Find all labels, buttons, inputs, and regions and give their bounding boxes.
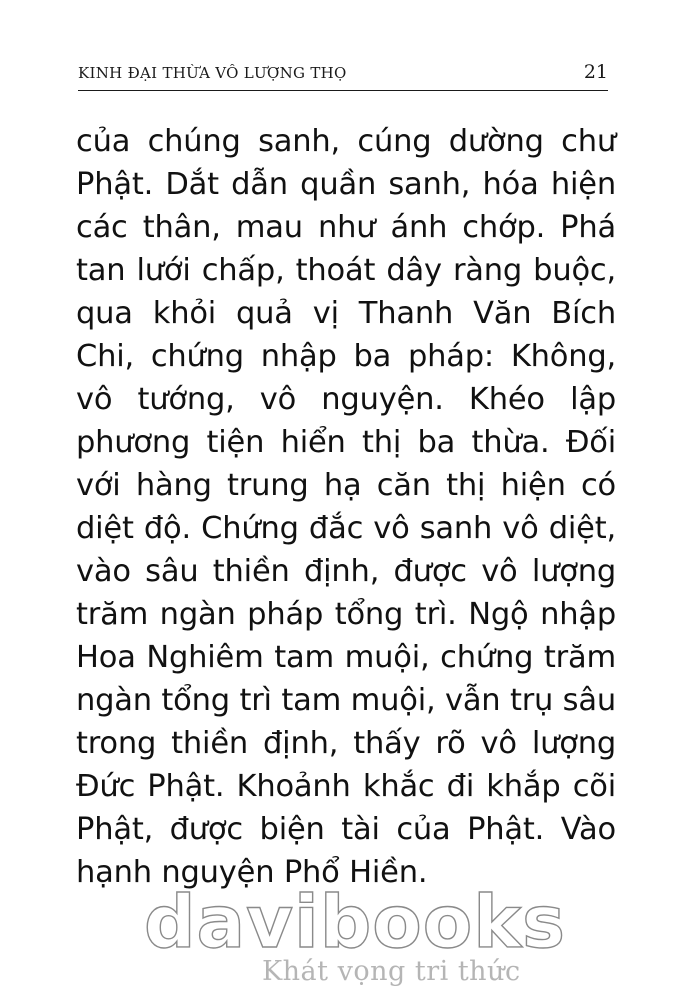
text-line: Phật. Dắt dẫn quần sanh, hóa hiện (76, 167, 616, 202)
watermark (144, 880, 566, 994)
body-text (76, 120, 616, 894)
text-line: của chúng sanh, cúng dường chư (76, 124, 616, 159)
text-line: hạnh nguyện Phổ Hiền. (76, 855, 428, 890)
text-line: trăm ngàn pháp tổng trì. Ngộ nhập (76, 597, 616, 632)
running-title: KINH ĐẠI THỪA VÔ LƯỢNG THỌ (78, 64, 347, 82)
text-line: với hàng trung hạ căn thị hiện có (76, 468, 616, 503)
text-line: Hoa Nghiêm tam muội, chứng trăm (76, 640, 616, 675)
text-line: trong thiền định, thấy rõ vô lượng (76, 726, 616, 761)
running-header (78, 56, 608, 91)
text-line: Chi, chứng nhập ba pháp: Không, (76, 339, 616, 374)
text-line: vô tướng, vô nguyện. Khéo lập (76, 382, 616, 417)
text-line: diệt độ. Chứng đắc vô sanh vô diệt, (76, 511, 616, 546)
text-line: ngàn tổng trì tam muội, vẫn trụ sâu (76, 683, 616, 718)
watermark-tagline: Khát vọng tri thức (262, 956, 521, 987)
watermark-logo: davibooks (144, 880, 566, 964)
text-line: các thân, mau như ánh chớp. Phá (76, 210, 616, 245)
page-number: 21 (583, 61, 608, 83)
text-line: Đức Phật. Khoảnh khắc đi khắp cõi (76, 769, 616, 804)
text-line: phương tiện hiển thị ba thừa. Đối (76, 425, 616, 460)
text-line: qua khỏi quả vị Thanh Văn Bích (76, 296, 616, 331)
text-line: Phật, được biện tài của Phật. Vào (76, 812, 616, 847)
text-line: tan lưới chấp, thoát dây ràng buộc, (76, 253, 616, 288)
text-line: vào sâu thiền định, được vô lượng (76, 554, 616, 589)
